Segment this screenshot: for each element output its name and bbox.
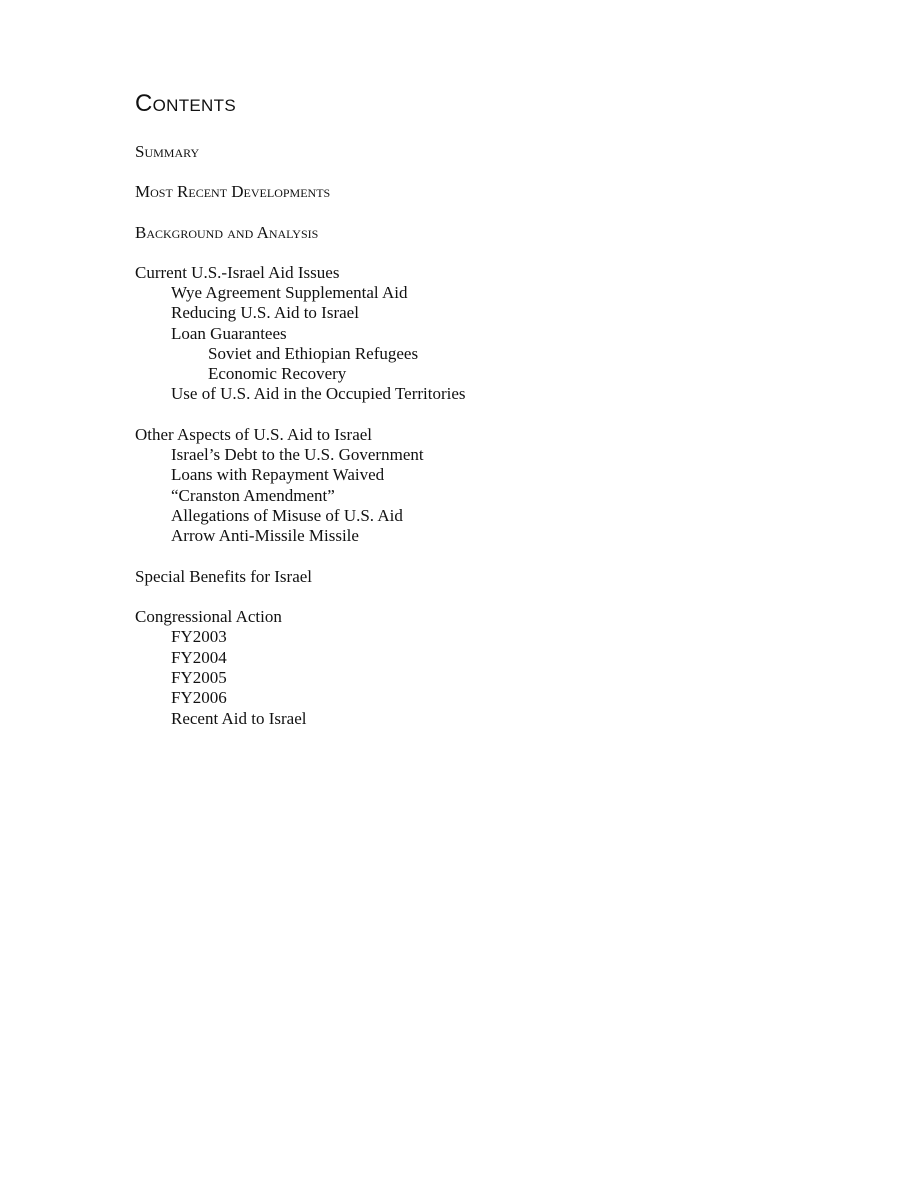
toc-israel-debt: Israel’s Debt to the U.S. Government: [171, 445, 424, 464]
toc-loans-waived: Loans with Repayment Waived: [171, 465, 385, 484]
toc-fy2003: FY2003: [171, 627, 227, 646]
toc-misuse-allegations: Allegations of Misuse of U.S. Aid: [171, 506, 403, 525]
toc-fy2006: FY2006: [171, 688, 227, 707]
toc-occupied-territories: Use of U.S. Aid in the Occupied Territories: [171, 384, 466, 403]
contents-title: Contents: [135, 90, 236, 117]
toc-economic-recovery: Economic Recovery: [208, 364, 347, 383]
toc-background: Background and Analysis: [135, 223, 319, 242]
toc-fy2005: FY2005: [171, 668, 227, 687]
toc-refugees: Soviet and Ethiopian Refugees: [208, 344, 419, 363]
toc-recent-developments: Most Recent Developments: [135, 182, 331, 201]
toc-loan-guarantees: Loan Guarantees: [171, 324, 287, 343]
toc-recent-aid: Recent Aid to Israel: [171, 709, 307, 728]
toc-arrow-missile: Arrow Anti-Missile Missile: [171, 526, 359, 545]
toc-other-aspects: Other Aspects of U.S. Aid to Israel: [135, 425, 373, 444]
toc-cranston-amendment: “Cranston Amendment”: [171, 486, 335, 505]
toc-special-benefits: Special Benefits for Israel: [135, 567, 313, 586]
toc-fy2004: FY2004: [171, 648, 227, 667]
toc-summary: Summary: [135, 142, 200, 161]
toc-reducing-aid: Reducing U.S. Aid to Israel: [171, 303, 359, 322]
toc-congressional-action: Congressional Action: [135, 607, 282, 626]
toc-current-issues: Current U.S.-Israel Aid Issues: [135, 263, 340, 282]
toc-wye-agreement: Wye Agreement Supplemental Aid: [171, 283, 408, 302]
